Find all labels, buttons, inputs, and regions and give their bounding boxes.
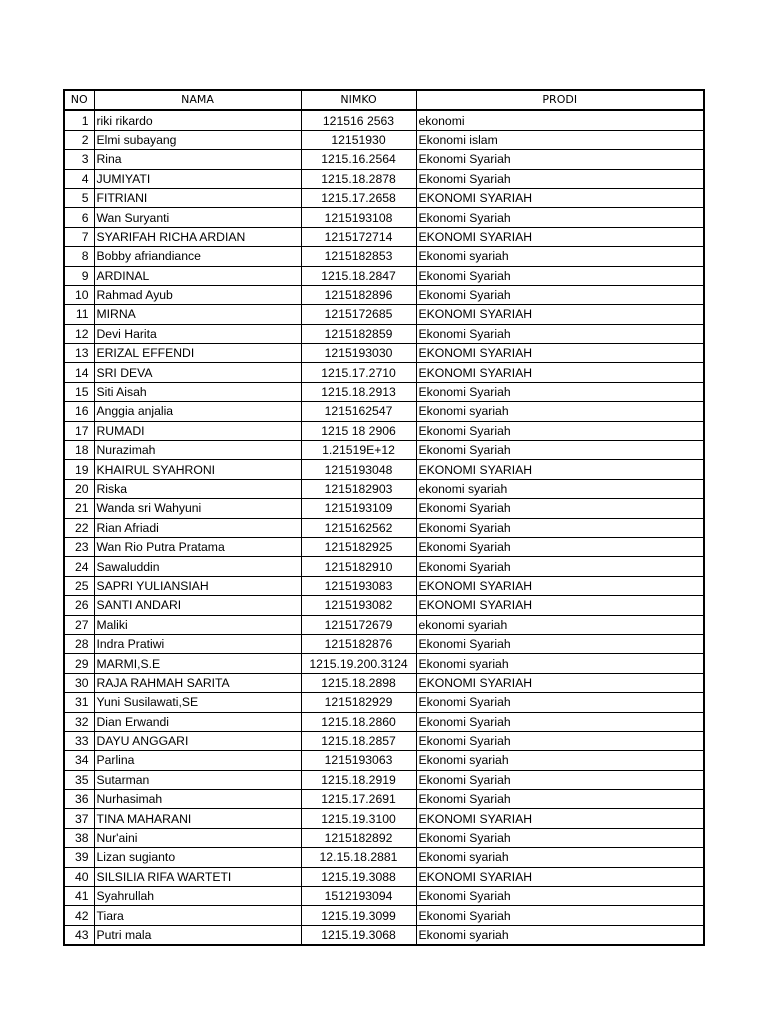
cell-nama: Nur'aini — [94, 828, 301, 847]
table-row — [64, 382, 704, 401]
table-row — [64, 925, 704, 945]
cell-no: 30 — [64, 673, 94, 692]
cell-no: 7 — [64, 227, 94, 246]
cell-prodi: Ekonomi Syariah — [416, 790, 704, 809]
cell-nimko: 1215182896 — [301, 285, 416, 304]
cell-nimko: 1215.18.2878 — [301, 169, 416, 188]
table-row — [64, 499, 704, 518]
cell-nama: riki rikardo — [94, 110, 301, 130]
table-row — [64, 634, 704, 653]
cell-no: 23 — [64, 537, 94, 556]
cell-nama: MIRNA — [94, 305, 301, 324]
cell-nimko: 1215.19.3068 — [301, 925, 416, 945]
cell-nimko: 121516 2563 — [301, 110, 416, 130]
cell-nama: MARMI,S.E — [94, 654, 301, 673]
cell-prodi: Ekonomi islam — [416, 130, 704, 149]
table-row — [64, 441, 704, 460]
cell-nama: Dian Erwandi — [94, 712, 301, 731]
cell-nimko: 12151930 — [301, 130, 416, 149]
cell-no: 5 — [64, 188, 94, 207]
cell-nama: Nurhasimah — [94, 790, 301, 809]
cell-no: 36 — [64, 790, 94, 809]
table-row — [64, 693, 704, 712]
cell-no: 43 — [64, 925, 94, 945]
table-row — [64, 150, 704, 169]
cell-nimko: 1215182859 — [301, 324, 416, 343]
cell-nimko: 1215182892 — [301, 828, 416, 847]
table-row — [64, 731, 704, 750]
cell-nimko: 1215.18.2919 — [301, 770, 416, 789]
cell-nama: JUMIYATI — [94, 169, 301, 188]
cell-nimko: 1215182876 — [301, 634, 416, 653]
cell-no: 8 — [64, 247, 94, 266]
header-prodi: PRODI — [416, 90, 704, 110]
cell-prodi: Ekonomi Syariah — [416, 712, 704, 731]
table-row — [64, 188, 704, 207]
cell-no: 24 — [64, 557, 94, 576]
table-row — [64, 809, 704, 828]
cell-prodi: Ekonomi Syariah — [416, 208, 704, 227]
cell-no: 11 — [64, 305, 94, 324]
cell-prodi: Ekonomi Syariah — [416, 266, 704, 285]
cell-nimko: 1215.18.2898 — [301, 673, 416, 692]
cell-prodi: Ekonomi Syariah — [416, 693, 704, 712]
cell-prodi: EKONOMI SYARIAH — [416, 596, 704, 615]
table-row — [64, 110, 704, 130]
cell-nama: Putri mala — [94, 925, 301, 945]
table-row — [64, 344, 704, 363]
table-row — [64, 305, 704, 324]
cell-nama: Rian Afriadi — [94, 518, 301, 537]
cell-nama: ERIZAL EFFENDI — [94, 344, 301, 363]
cell-nimko: 1215.19.200.3124 — [301, 654, 416, 673]
cell-no: 3 — [64, 150, 94, 169]
table-row — [64, 169, 704, 188]
table-row — [64, 596, 704, 615]
cell-nimko: 1215.17.2710 — [301, 363, 416, 382]
cell-prodi: Ekonomi syariah — [416, 848, 704, 867]
cell-nimko: 1215172714 — [301, 227, 416, 246]
cell-prodi: Ekonomi Syariah — [416, 285, 704, 304]
cell-prodi: Ekonomi Syariah — [416, 906, 704, 925]
cell-no: 17 — [64, 421, 94, 440]
cell-no: 33 — [64, 731, 94, 750]
cell-prodi: Ekonomi syariah — [416, 247, 704, 266]
cell-nama: Siti Aisah — [94, 382, 301, 401]
header-no: NO — [64, 90, 94, 110]
table-row — [64, 537, 704, 556]
cell-prodi: EKONOMI SYARIAH — [416, 809, 704, 828]
cell-no: 40 — [64, 867, 94, 886]
cell-nimko: 1215182925 — [301, 537, 416, 556]
cell-nama: Nurazimah — [94, 441, 301, 460]
cell-prodi: Ekonomi syariah — [416, 925, 704, 945]
cell-no: 29 — [64, 654, 94, 673]
cell-nimko: 1215.19.3100 — [301, 809, 416, 828]
table-row — [64, 324, 704, 343]
cell-nimko: 1215193083 — [301, 576, 416, 595]
cell-nimko: 1215.18.2857 — [301, 731, 416, 750]
cell-nimko: 1215.19.3099 — [301, 906, 416, 925]
table-row — [64, 227, 704, 246]
table-row — [64, 266, 704, 285]
table-row — [64, 790, 704, 809]
cell-nama: SYARIFAH RICHA ARDIAN — [94, 227, 301, 246]
cell-nimko: 1215193108 — [301, 208, 416, 227]
table-row — [64, 848, 704, 867]
cell-prodi: EKONOMI SYARIAH — [416, 188, 704, 207]
cell-prodi: Ekonomi syariah — [416, 751, 704, 770]
cell-nimko: 1215182903 — [301, 479, 416, 498]
cell-prodi: Ekonomi Syariah — [416, 382, 704, 401]
cell-prodi: Ekonomi Syariah — [416, 518, 704, 537]
cell-nama: Devi Harita — [94, 324, 301, 343]
header-nama: NAMA — [94, 90, 301, 110]
cell-prodi: Ekonomi Syariah — [416, 887, 704, 906]
cell-nimko: 1215193048 — [301, 460, 416, 479]
cell-no: 18 — [64, 441, 94, 460]
table-row — [64, 460, 704, 479]
cell-nama: ARDINAL — [94, 266, 301, 285]
cell-no: 38 — [64, 828, 94, 847]
cell-prodi: Ekonomi Syariah — [416, 421, 704, 440]
cell-no: 20 — [64, 479, 94, 498]
cell-no: 9 — [64, 266, 94, 285]
cell-nimko: 1512193094 — [301, 887, 416, 906]
cell-nama: Wan Suryanti — [94, 208, 301, 227]
cell-nama: Maliki — [94, 615, 301, 634]
table-row — [64, 867, 704, 886]
cell-nimko: 1215172685 — [301, 305, 416, 324]
cell-nama: Wanda sri Wahyuni — [94, 499, 301, 518]
cell-prodi: ekonomi syariah — [416, 479, 704, 498]
student-table — [63, 89, 705, 946]
cell-nimko: 1215193063 — [301, 751, 416, 770]
cell-prodi: EKONOMI SYARIAH — [416, 867, 704, 886]
table-row — [64, 615, 704, 634]
cell-nama: Tiara — [94, 906, 301, 925]
cell-nama: Yuni Susilawati,SE — [94, 693, 301, 712]
table-row — [64, 421, 704, 440]
cell-prodi: EKONOMI SYARIAH — [416, 305, 704, 324]
cell-no: 13 — [64, 344, 94, 363]
cell-no: 32 — [64, 712, 94, 731]
cell-nama: Rina — [94, 150, 301, 169]
cell-no: 19 — [64, 460, 94, 479]
cell-prodi: Ekonomi syariah — [416, 402, 704, 421]
cell-nama: Anggia anjalia — [94, 402, 301, 421]
cell-nama: Wan Rio Putra Pratama — [94, 537, 301, 556]
cell-nama: Bobby afriandiance — [94, 247, 301, 266]
table-row — [64, 363, 704, 382]
cell-prodi: Ekonomi Syariah — [416, 634, 704, 653]
cell-nama: KHAIRUL SYAHRONI — [94, 460, 301, 479]
cell-prodi: EKONOMI SYARIAH — [416, 344, 704, 363]
table-row — [64, 770, 704, 789]
cell-no: 16 — [64, 402, 94, 421]
cell-nama: SAPRI YULIANSIAH — [94, 576, 301, 595]
cell-no: 21 — [64, 499, 94, 518]
cell-prodi: EKONOMI SYARIAH — [416, 673, 704, 692]
cell-nama: TINA MAHARANI — [94, 809, 301, 828]
cell-nama: SILSILIA RIFA WARTETI — [94, 867, 301, 886]
cell-nama: Sutarman — [94, 770, 301, 789]
table-row — [64, 208, 704, 227]
cell-nimko: 1215.19.3088 — [301, 867, 416, 886]
cell-prodi: EKONOMI SYARIAH — [416, 576, 704, 595]
cell-no: 22 — [64, 518, 94, 537]
cell-nama: FITRIANI — [94, 188, 301, 207]
cell-no: 1 — [64, 110, 94, 130]
cell-no: 6 — [64, 208, 94, 227]
cell-no: 2 — [64, 130, 94, 149]
cell-prodi: EKONOMI SYARIAH — [416, 227, 704, 246]
cell-no: 42 — [64, 906, 94, 925]
cell-nimko: 1215162547 — [301, 402, 416, 421]
cell-no: 31 — [64, 693, 94, 712]
cell-prodi: Ekonomi Syariah — [416, 828, 704, 847]
table-row — [64, 673, 704, 692]
cell-nimko: 1215193109 — [301, 499, 416, 518]
cell-nimko: 1215.17.2691 — [301, 790, 416, 809]
table-row — [64, 751, 704, 770]
table-row — [64, 906, 704, 925]
cell-nimko: 1215 18 2906 — [301, 421, 416, 440]
cell-prodi: Ekonomi Syariah — [416, 169, 704, 188]
cell-prodi: ekonomi — [416, 110, 704, 130]
cell-nama: Riska — [94, 479, 301, 498]
table-row — [64, 576, 704, 595]
table-row — [64, 479, 704, 498]
header-row — [64, 90, 704, 110]
cell-no: 27 — [64, 615, 94, 634]
cell-no: 39 — [64, 848, 94, 867]
cell-nama: SRI DEVA — [94, 363, 301, 382]
cell-no: 37 — [64, 809, 94, 828]
cell-nimko: 1215.18.2860 — [301, 712, 416, 731]
cell-prodi: Ekonomi Syariah — [416, 324, 704, 343]
cell-nama: Parlina — [94, 751, 301, 770]
cell-nimko: 1215182910 — [301, 557, 416, 576]
cell-nama: RUMADI — [94, 421, 301, 440]
cell-no: 35 — [64, 770, 94, 789]
cell-no: 4 — [64, 169, 94, 188]
cell-nimko: 1215193082 — [301, 596, 416, 615]
cell-prodi: Ekonomi syariah — [416, 654, 704, 673]
table-row — [64, 285, 704, 304]
table-row — [64, 130, 704, 149]
table-row — [64, 828, 704, 847]
cell-nimko: 1215193030 — [301, 344, 416, 363]
table-row — [64, 557, 704, 576]
table-row — [64, 518, 704, 537]
cell-no: 25 — [64, 576, 94, 595]
cell-nimko: 1215.17.2658 — [301, 188, 416, 207]
cell-nimko: 1215182853 — [301, 247, 416, 266]
cell-no: 26 — [64, 596, 94, 615]
cell-no: 28 — [64, 634, 94, 653]
table-row — [64, 712, 704, 731]
cell-prodi: ekonomi syariah — [416, 615, 704, 634]
cell-nimko: 1215.18.2913 — [301, 382, 416, 401]
cell-prodi: Ekonomi Syariah — [416, 557, 704, 576]
cell-prodi: Ekonomi Syariah — [416, 537, 704, 556]
cell-prodi: Ekonomi Syariah — [416, 150, 704, 169]
cell-nimko: 1.21519E+12 — [301, 441, 416, 460]
cell-nimko: 1215162562 — [301, 518, 416, 537]
cell-nimko: 1215.18.2847 — [301, 266, 416, 285]
cell-prodi: Ekonomi Syariah — [416, 441, 704, 460]
cell-nama: Sawaluddin — [94, 557, 301, 576]
header-nimko: NIMKO — [301, 90, 416, 110]
cell-prodi: EKONOMI SYARIAH — [416, 363, 704, 382]
cell-no: 14 — [64, 363, 94, 382]
cell-nimko: 12.15.18.2881 — [301, 848, 416, 867]
table-row — [64, 887, 704, 906]
cell-nama: Elmi subayang — [94, 130, 301, 149]
cell-nimko: 1215.16.2564 — [301, 150, 416, 169]
cell-prodi: Ekonomi Syariah — [416, 770, 704, 789]
cell-nimko: 1215182929 — [301, 693, 416, 712]
cell-nama: Rahmad Ayub — [94, 285, 301, 304]
cell-prodi: EKONOMI SYARIAH — [416, 460, 704, 479]
cell-nama: RAJA RAHMAH SARITA — [94, 673, 301, 692]
table-body — [64, 110, 704, 945]
cell-nama: SANTI ANDARI — [94, 596, 301, 615]
cell-prodi: Ekonomi Syariah — [416, 499, 704, 518]
cell-prodi: Ekonomi Syariah — [416, 731, 704, 750]
table-row — [64, 247, 704, 266]
cell-no: 12 — [64, 324, 94, 343]
cell-no: 34 — [64, 751, 94, 770]
cell-nama: Lizan sugianto — [94, 848, 301, 867]
cell-nama: Syahrullah — [94, 887, 301, 906]
cell-no: 41 — [64, 887, 94, 906]
cell-no: 10 — [64, 285, 94, 304]
cell-nama: DAYU ANGGARI — [94, 731, 301, 750]
cell-nimko: 1215172679 — [301, 615, 416, 634]
table-row — [64, 654, 704, 673]
cell-nama: Indra Pratiwi — [94, 634, 301, 653]
cell-no: 15 — [64, 382, 94, 401]
table-row — [64, 402, 704, 421]
